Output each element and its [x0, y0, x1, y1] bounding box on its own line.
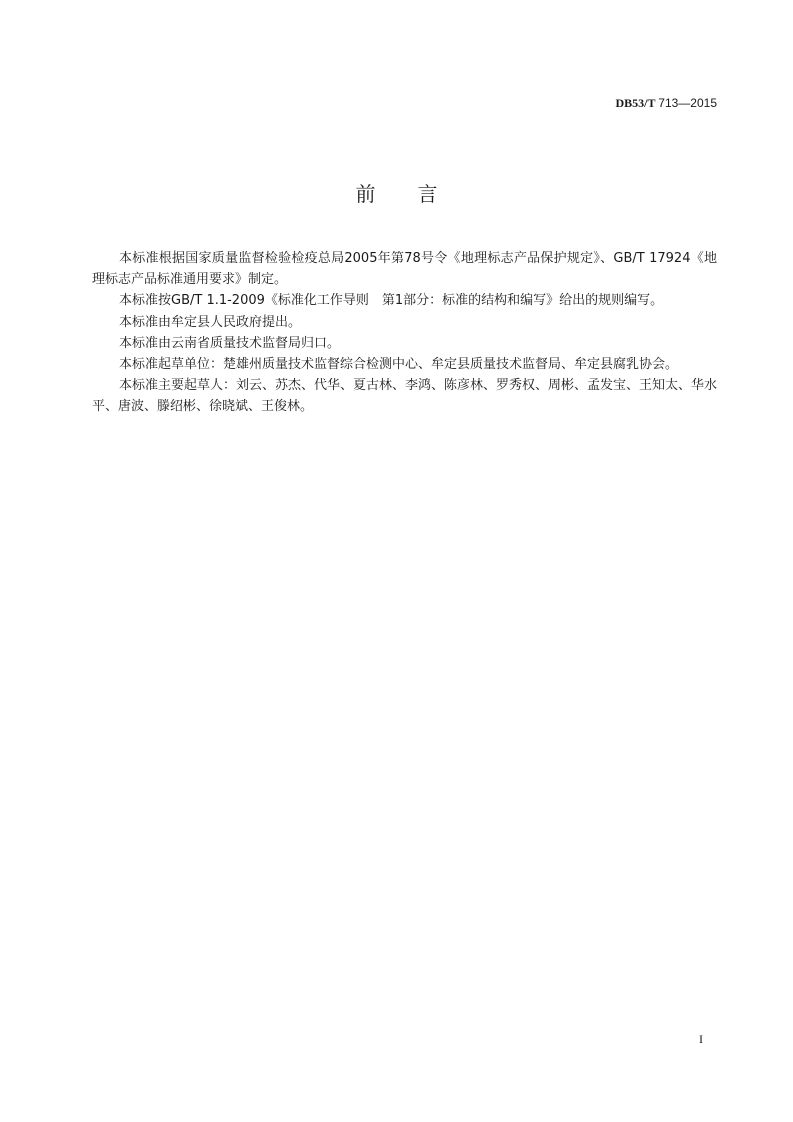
page-title: [0, 178, 793, 207]
paragraph-drafters: 本标准主要起草人：刘云、苏杰、代华、夏古林、李鸿、陈彦林、罗秀权、周彬、孟发宝、王知太、华水平、唐波、滕绍彬、徐晓斌、王俊林。: [92, 378, 718, 415]
standard-code: [615, 96, 717, 111]
paragraph-drafting-rules: 本标准按GB/T 1.1-2009《标准化工作导则 第1部分：标准的结构和编写》给出的规则编写。: [119, 293, 664, 309]
paragraph-basis: 本标准根据国家质量监督检验检疫总局2005年第78号令《地理标志产品保护规定》、GB/T 17924《地理标志产品标准通用要求》制定。: [92, 251, 717, 288]
foreword-body: [92, 248, 717, 418]
title-char-2: 言: [417, 182, 438, 206]
standard-number: 713—2015: [658, 96, 717, 110]
paragraph-proposer: 本标准由牟定县人民政府提出。: [119, 314, 302, 330]
paragraph-administrator: 本标准由云南省质量技术监督局归口。: [119, 335, 341, 351]
title-char-1: 前: [355, 182, 376, 206]
standard-prefix: DB53/T: [615, 96, 656, 110]
paragraph-drafting-units: 本标准起草单位：楚雄州质量技术监督综合检测中心、牟定县质量技术监督局、牟定县腐乳协会。: [119, 357, 679, 373]
page-number: I: [699, 1032, 703, 1046]
